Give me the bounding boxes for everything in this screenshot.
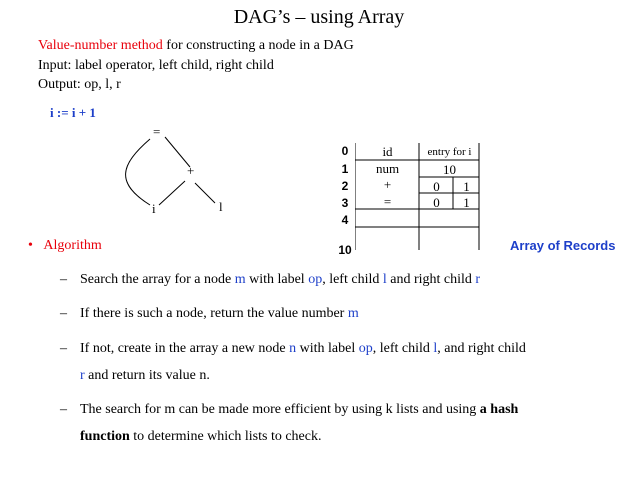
step-3-text-c: , left child	[372, 341, 434, 356]
array-cell-1-2: 10	[443, 162, 456, 177]
step-3-text-e: and return its value n.	[84, 368, 210, 383]
step-1-text-d: and right child	[386, 272, 476, 287]
array-caption: Array of Records	[510, 238, 616, 253]
step-1-text-b: with label	[245, 272, 309, 287]
array-cell-0-2: entry for i	[427, 146, 472, 158]
bullet-label: Algorithm	[43, 238, 102, 253]
step-3-op: op	[358, 341, 373, 356]
step-1-text-c: , left child	[322, 272, 383, 287]
step-4-text-b: to determine which lists to check.	[129, 429, 322, 444]
step-2-text-a: If there is such a node, return the value number	[80, 306, 348, 321]
step-3-text-a: If not, create in the array a new node	[80, 341, 290, 356]
dag-node-plus: +	[187, 163, 195, 178]
array-index-2: 2	[341, 179, 349, 193]
array-cell-2-2: 0	[433, 179, 440, 194]
array-cell-3-1: =	[383, 194, 392, 209]
step-3-dash: –	[60, 341, 67, 356]
step-4-bold: a hash	[479, 402, 519, 417]
array-cell-2-1: +	[383, 177, 392, 192]
step-2-m: m	[347, 306, 359, 321]
step-4-continued	[80, 429, 321, 445]
dag-node-i: i	[152, 201, 156, 216]
step-3	[60, 341, 526, 357]
step-1-m: m	[234, 272, 246, 287]
intro-method-name: Value-number method	[38, 38, 163, 53]
dag-node-assign: =	[153, 124, 161, 139]
step-1-text-a: Search the array for a node	[80, 272, 235, 287]
step-3-text-b: with label	[296, 341, 359, 356]
edge-plus-one	[195, 183, 215, 203]
intro-line-1-rest: for constructing a node in a DAG	[162, 38, 354, 53]
step-1-r: r	[475, 272, 481, 287]
step-2-dash: –	[60, 306, 67, 321]
array-index-3: 3	[341, 196, 349, 210]
array-cell-2-3: 1	[463, 179, 470, 194]
step-4-bold-function: function	[80, 429, 130, 444]
array-cell-0-1: id	[382, 144, 393, 159]
step-4-dash: –	[60, 402, 67, 417]
step-1-dash: –	[60, 272, 67, 287]
intro-line-1	[38, 37, 354, 55]
array-index-1: 1	[341, 162, 349, 176]
step-3-r: r	[80, 368, 85, 383]
step-4	[60, 402, 518, 418]
array-cell-1-1: num	[375, 161, 400, 176]
array-index-0: 0	[341, 144, 349, 158]
step-1	[60, 272, 480, 288]
edge-plus-i	[159, 181, 185, 205]
step-3-continued	[80, 368, 210, 384]
edge-assign-i	[126, 139, 150, 205]
expression-label: i := i + 1	[50, 105, 96, 120]
step-1-l: l	[382, 272, 387, 287]
step-4-text-a: The search for m can be made more efficient by using k lists and using	[80, 402, 480, 417]
step-1-op: op	[308, 272, 323, 287]
step-3-n: n	[289, 341, 297, 356]
step-3-l: l	[433, 341, 438, 356]
bullet-marker: •	[28, 238, 33, 253]
array-cell-3-3: 1	[463, 195, 470, 210]
slide-title: DAG’s – using Array	[233, 6, 405, 28]
array-cell-3-2: 0	[433, 195, 440, 210]
intro-line-3: Output: op, l, r	[38, 77, 121, 92]
array-index-4: 4	[341, 213, 349, 227]
dag-node-one: l	[219, 199, 223, 214]
step-3-text-d: , and right child	[437, 341, 526, 356]
bullet-algorithm	[28, 238, 102, 254]
array-index-last: 10	[338, 243, 352, 257]
intro-line-2: Input: label operator, left child, right child	[38, 58, 274, 73]
step-2	[60, 306, 359, 322]
